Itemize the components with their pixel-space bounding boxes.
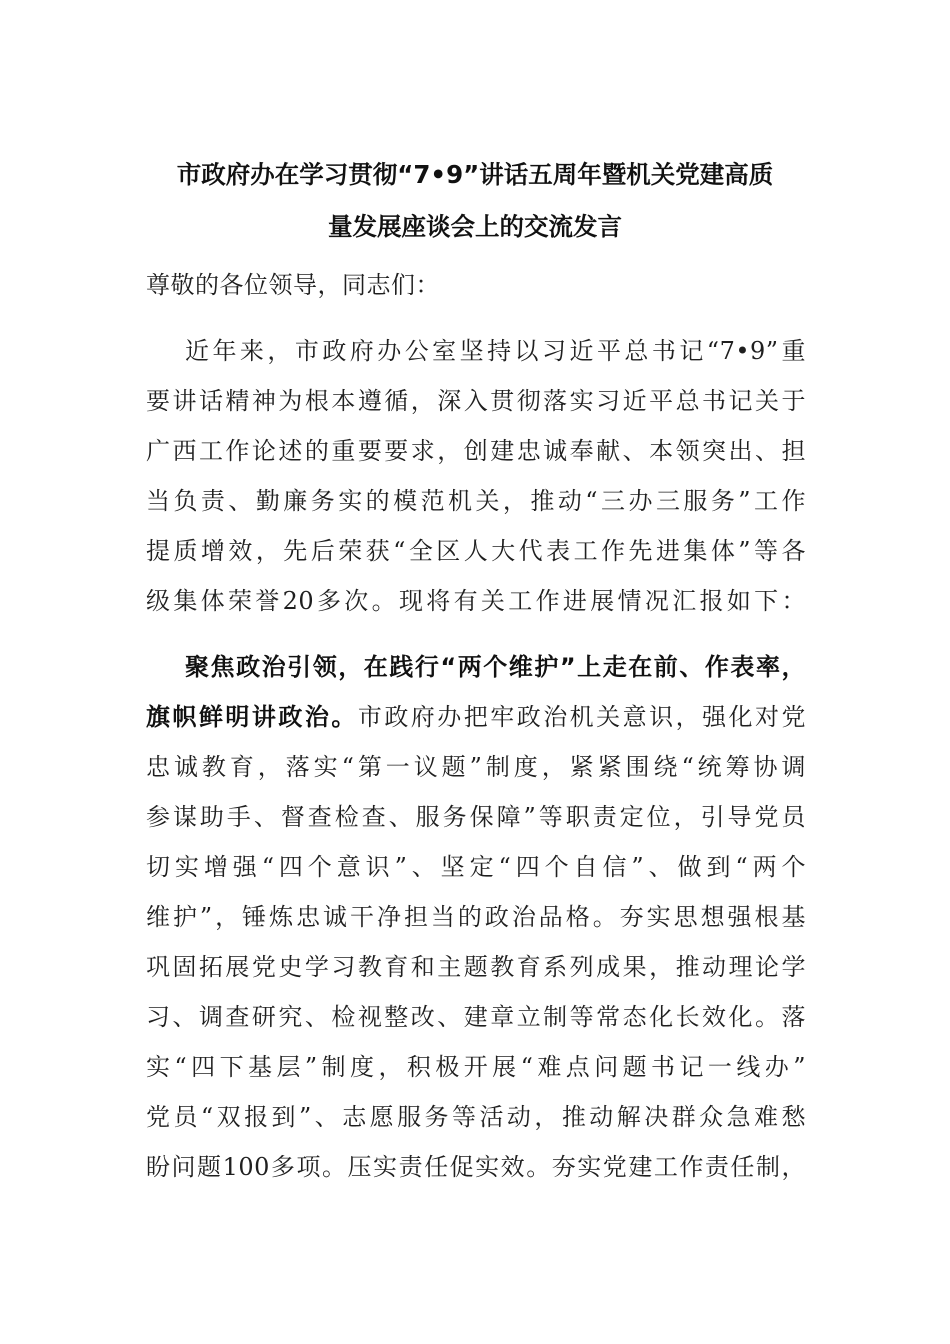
paragraph2-line: 盼问题100多项。压实责任促实效。夯实党建工作责任制， [146,1153,806,1181]
paragraph2-line: 党员“双报到”、志愿服务等活动，推动解决群众急难愁 [146,1103,806,1131]
paragraph1-line: 广西工作论述的重要要求，创建忠诚奉献、本领突出、担 [146,437,806,465]
paragraph2-line: 忠诚教育，落实“第一议题”制度，紧紧围绕“统筹协调 [146,753,806,781]
salutation: 尊敬的各位领导，同志们： [146,271,440,299]
paragraph2-line [146,702,806,732]
paragraph2-line: 维护”，锤炼忠诚干净担当的政治品格。夯实思想强根基 [146,903,806,931]
paragraph2-line-text: 市政府办把牢政治机关意识，强化对党 [357,703,806,731]
paragraph2-line: 巩固拓展党史学习教育和主题教育系列成果，推动理论学 [146,953,806,981]
paragraph2-line: 切实增强“四个意识”、坚定“四个自信”、做到“两个 [146,853,806,881]
paragraph1-line: 级集体荣誉20多次。现将有关工作进展情况汇报如下： [146,587,806,615]
paragraph2-line: 实“四下基层”制度，积极开展“难点问题书记一线办” [146,1053,806,1081]
section-heading-end: 旗帜鲜明讲政治。 [146,703,358,731]
document-title-line-2: 量发展座谈会上的交流发言 [328,212,622,241]
paragraph2-line: 参谋助手、督查检查、服务保障”等职责定位，引导党员 [146,803,806,831]
document-title-line-1: 市政府办在学习贯彻“7•9”讲话五周年暨机关党建高质 [176,160,774,189]
paragraph1-line: 当负责、勤廉务实的模范机关，推动“三办三服务”工作 [146,487,806,515]
paragraph1-line: 提质增效，先后荣获“全区人大代表工作先进集体”等各 [146,537,806,565]
paragraph1-line: 要讲话精神为根本遵循，深入贯彻落实习近平总书记关于 [146,387,806,415]
paragraph1-line: 近年来，市政府办公室坚持以习近平总书记“7•9”重 [185,337,806,365]
section-heading: 聚焦政治引领，在践行“两个维护”上走在前、作表率， [185,653,806,681]
paragraph2-line: 习、调查研究、检视整改、建章立制等常态化长效化。落 [146,1003,806,1031]
